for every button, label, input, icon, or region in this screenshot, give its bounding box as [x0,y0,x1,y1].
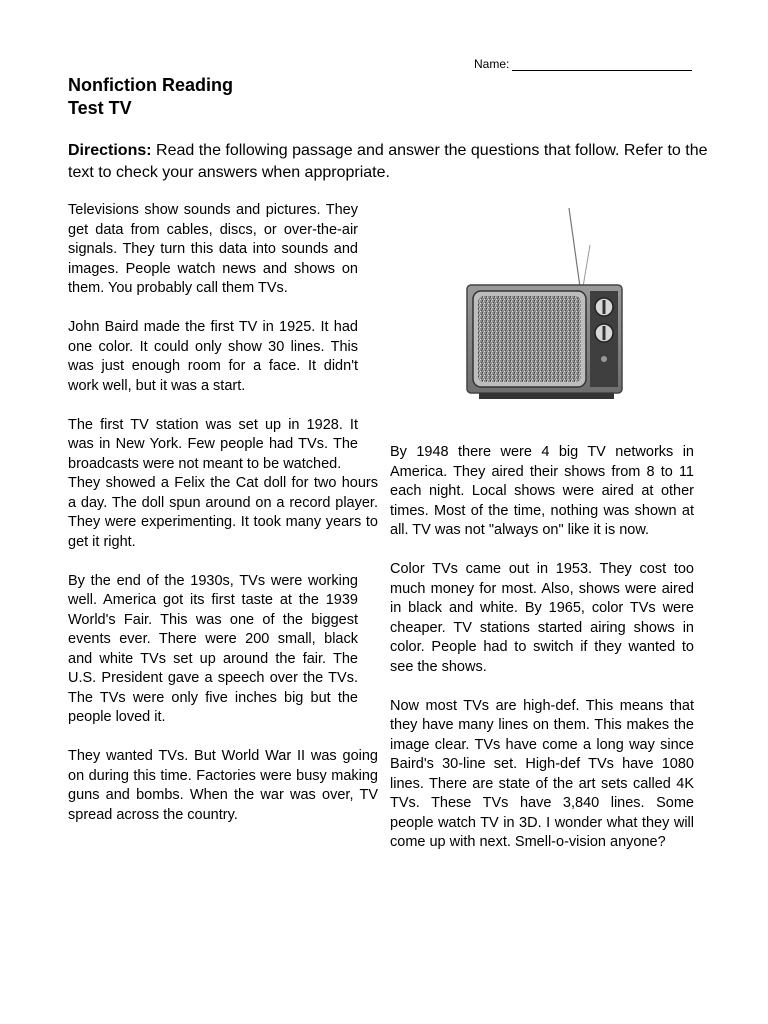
paragraph-1948-networks: By 1948 there were 4 big TV networks in America. They aired their shows from 8 to 11 each night. Local shows were aired at other times. Most of the time, nothing was shown at all. TV was not "always on" like it is now. [390,444,694,538]
name-field [474,57,692,71]
paragraph-high-def: Now most TVs are high-def. This means that they have many lines on them. This makes the image clear. TVs have come a long way since Baird's 30-line set. High-def TVs have 1080 lines. There are state of the art sets called 4K TVs. These TVs have 3,840 lines. Some people watch TV in 3D. I wonder what they will come up with next. Smell-o-vision anyone? [390,697,694,850]
vintage-tv-icon [455,205,635,405]
paragraph-first-station: The first TV station was set up in 1928. It was in New York. Few people had TVs. The broadcasts were not meant to be watched. [68,416,358,472]
name-label: Name: [474,57,510,71]
title-line-2: Test TV [68,98,132,118]
paragraph-televisions: Televisions show sounds and pictures. They get data from cables, discs, or over-the-air signals. They turn this data into sounds and images. People watch news and shows on them. You probably call them TVs. [68,202,358,296]
page-title [68,74,233,120]
name-blank-line [512,58,692,71]
paragraph-john-baird: John Baird made the first TV in 1925. It had one color. It could only show 30 lines. This was just enough room for a face. It didn't work well, but it was a start. [68,319,358,394]
directions-label: Directions: [68,142,152,159]
paragraph-world-war-ii: They wanted TVs. But World War II was going on during this time. Factories were busy making guns and bombs. When the war was over, TV spread across the country. [68,748,378,823]
paragraph-felix-the-cat: They showed a Felix the Cat doll for two hours a day. The doll spun around on a record player. They were experimenting. It took many years to get it right. [68,475,378,550]
left-column [68,201,378,845]
directions [68,140,718,184]
paragraph-color-tvs: Color TVs came out in 1953. They cost too much money for most. Also, shows were aired in black and white. By 1965, color TVs were cheaper. TV stations started airing shows in color. People had to switch if they wanted to see the shows. [390,561,694,675]
right-column [390,443,694,872]
title-line-1: Nonfiction Reading [68,75,233,95]
directions-text: Read the following passage and answer the questions that follow. Refer to the text to check your answers when appropriate. [68,142,708,181]
paragraph-1930s: By the end of the 1930s, TVs were working well. America got its first taste at the 1939 World's Fair. This was one of the biggest events ever. There were 200 small, black and white TVs set up around the fair. The U.S. President gave a speech over the TVs. The TVs were only five inches big but the people loved it. [68,572,358,725]
